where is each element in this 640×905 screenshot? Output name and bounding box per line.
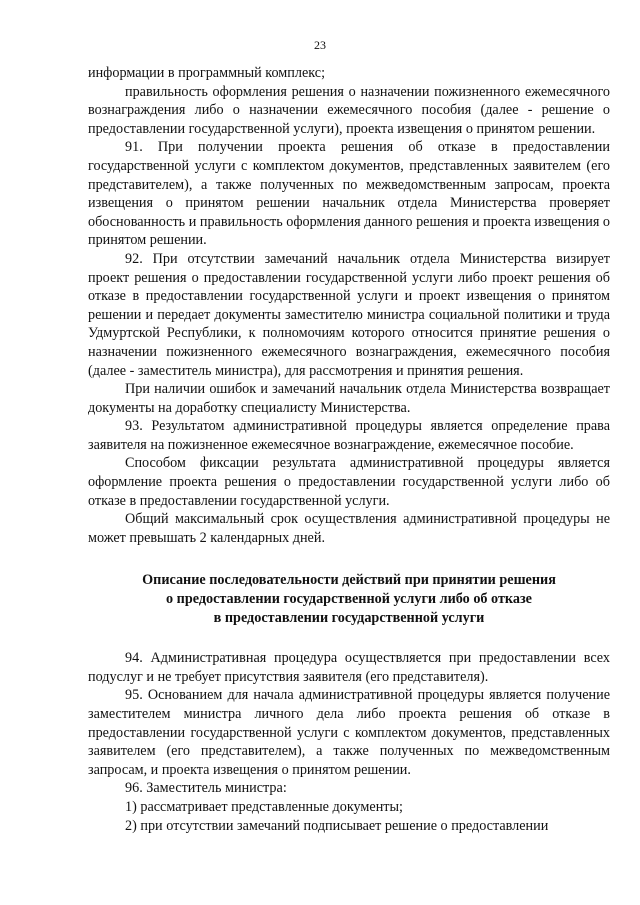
paragraph: Способом фиксации результата административной процедуры является оформление проекта решения о предоставлении государственной услуги либо об отказе в предоставлении государственной услуги.	[88, 455, 610, 509]
section-heading-line: о предоставлении государственной услуги либо об отказе	[166, 591, 532, 608]
paragraph: 94. Административная процедура осуществляется при предоставлении всех подуслуг и не требует присутствия заявителя (его представителя).	[88, 650, 610, 685]
paragraphs-after-heading	[88, 649, 610, 835]
paragraph: 1) рассматривает представленные документы;	[125, 798, 403, 815]
section-heading-line: Описание последовательности действий при принятии решения	[142, 572, 556, 589]
paragraph: 95. Основанием для начала административной процедуры является получение заместителем министра личного дела либо проекта решения об отказе в предоставлении государственной услуги с комплектом документов, представленных заявителем (его представителем), а также полученных по межведомственным запросам, и проекта извещения о принятом решении.	[88, 687, 610, 778]
document-body	[88, 64, 610, 835]
section-heading	[88, 571, 610, 627]
paragraphs-before-heading	[88, 64, 610, 547]
paragraph: 96. Заместитель министра:	[125, 780, 287, 797]
paragraph: 92. При отсутствии замечаний начальник отдела Министерства визирует проект решения о предоставлении государственной услуги либо проект решения об отказе в предоставлении государственной услуги и проект извещения о принятом решении и передает документы заместителю министра социальной политики и труда Удмуртской Республики, к полномочиям которого относится принятие решения о назначении пожизненного ежемесячного вознаграждения, ежемесячного пособия (далее - заместитель министра), для рассмотрения и принятия решения.	[88, 250, 610, 379]
paragraph: При наличии ошибок и замечаний начальник отдела Министерства возвращает документы на доработку специалисту Министерства.	[88, 381, 610, 416]
paragraph: 91. При получении проекта решения об отказе в предоставлении государственной услуги с комплектом документов, представленных заявителем (его представителем), а также полученных по межведомственным запросам, проекта извещения о принятом решении начальник отдела Министерства проверяет обоснованность и правильность оформления данного решения и проекта извещения о принятом решении.	[88, 139, 610, 249]
paragraph: 93. Результатом административной процедуры является определение права заявителя на пожизненное ежемесячное вознаграждение, ежемесячное пособие.	[88, 418, 610, 453]
section-heading-line: в предоставлении государственной услуги	[213, 609, 485, 626]
paragraph: 2) при отсутствии замечаний подписывает решение о предоставлении	[125, 817, 549, 834]
paragraph: информации в программный комплекс;	[88, 65, 326, 81]
paragraph: правильность оформления решения о назначении пожизненного ежемесячного вознаграждения либо о назначении ежемесячного пособия (далее - решение о предоставлении государственной услуги), проекта извещения о принятом решении.	[88, 83, 610, 137]
page-number: 23	[314, 38, 326, 52]
paragraph: Общий максимальный срок осуществления административной процедуры не может превышать 2 календарных дней.	[88, 511, 610, 546]
